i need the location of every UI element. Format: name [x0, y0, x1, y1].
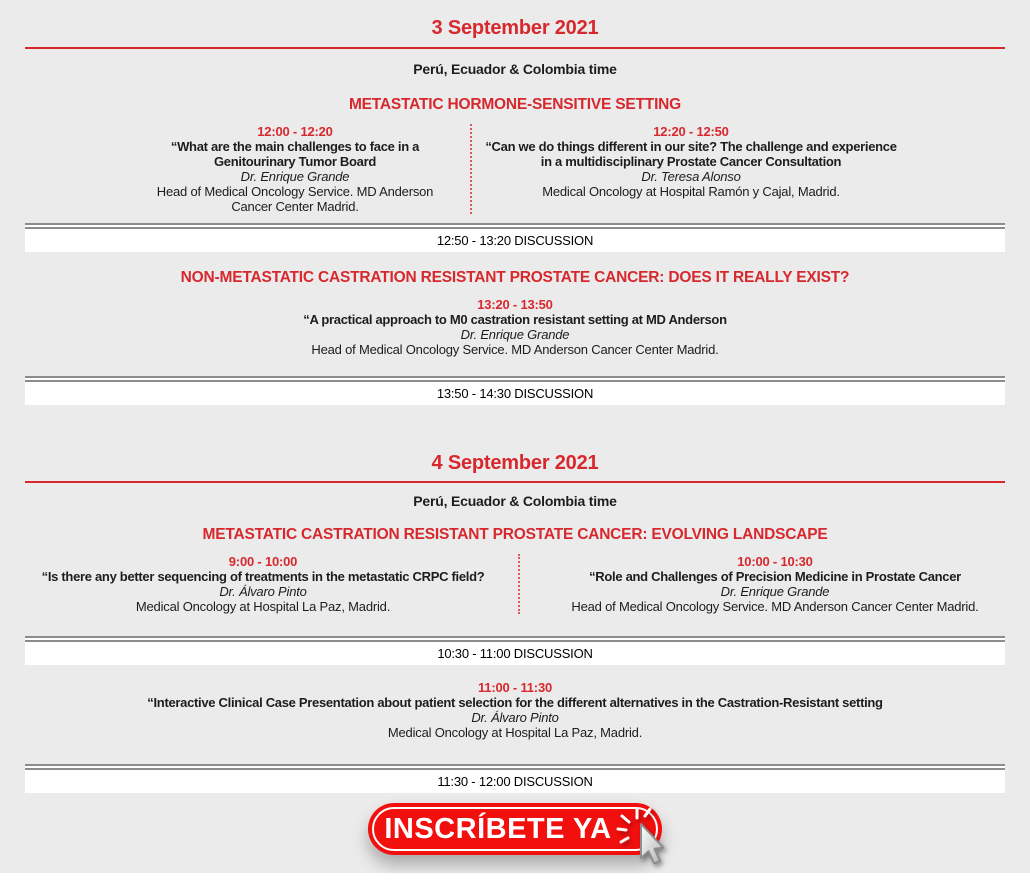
- session-affiliation: Head of Medical Oncology Service. MD Anderson Cancer Center Madrid.: [311, 342, 719, 357]
- session-card: [15, 297, 1015, 357]
- discussion-bar: 12:50 - 13:20 DISCUSSION: [25, 223, 1005, 252]
- session-time: 9:00 - 10:00: [228, 554, 298, 569]
- session-title: “Is there any better sequencing of treatments in the metastatic CRPC field?: [41, 569, 485, 584]
- session-affiliation: Head of Medical Oncology Service. MD Anderson Cancer Center Madrid.: [571, 599, 979, 614]
- session-speaker: Dr. Teresa Alonso: [641, 169, 741, 184]
- session-time: 10:00 - 10:30: [737, 554, 813, 569]
- day1-track2-heading: NON-METASTATIC CASTRATION RESISTANT PROSTATE CANCER: DOES IT REALLY EXIST?: [180, 269, 850, 286]
- session-affiliation: Medical Oncology at Hospital La Paz, Madrid.: [135, 599, 391, 614]
- day2-session-row: [0, 554, 1030, 614]
- day2-timezone: Perú, Ecuador & Colombia time: [413, 493, 617, 509]
- session-time: 13:20 - 13:50: [477, 297, 553, 312]
- session-title: “Can we do things different in our site? The challenge and experience in a multidisciplinary Prostate Cancer Consultation: [485, 139, 897, 169]
- day1-track1-heading: METASTATIC HORMONE-SENSITIVE SETTING: [348, 96, 682, 113]
- inscribete-button[interactable]: [368, 803, 662, 855]
- day2-track1-heading: METASTATIC CASTRATION RESISTANT PROSTATE CANCER: EVOLVING LANDSCAPE: [202, 526, 828, 543]
- session-card: [15, 680, 1015, 740]
- session-card: [0, 124, 470, 214]
- session-speaker: Dr. Enrique Grande: [240, 169, 350, 184]
- discussion-bar: 13:50 - 14:30 DISCUSSION: [25, 376, 1005, 405]
- session-card: [470, 124, 910, 214]
- session-card: [0, 554, 518, 614]
- session-time: 12:20 - 12:50: [653, 124, 729, 139]
- day1-date-title: 3 September 2021: [431, 17, 599, 39]
- day1-timezone: Perú, Ecuador & Colombia time: [413, 61, 617, 77]
- session-title: “A practical approach to M0 castration resistant setting at MD Anderson: [303, 312, 727, 327]
- session-title: “Interactive Clinical Case Presentation about patient selection for the different alternatives in the Castration-Resistant setting: [147, 695, 883, 710]
- day2-date-rule: [25, 481, 1005, 483]
- discussion-bar: 10:30 - 11:00 DISCUSSION: [25, 636, 1005, 665]
- session-speaker: Dr. Álvaro Pinto: [219, 584, 307, 599]
- bottom-white-strip: [0, 873, 1030, 880]
- session-affiliation: Medical Oncology at Hospital La Paz, Madrid.: [387, 725, 643, 740]
- session-title: “Role and Challenges of Precision Medicine in Prostate Cancer: [589, 569, 961, 584]
- session-speaker: Dr. Álvaro Pinto: [471, 710, 559, 725]
- session-affiliation: Head of Medical Oncology Service. MD Anderson Cancer Center Madrid.: [156, 184, 434, 214]
- session-affiliation: Medical Oncology at Hospital Ramón y Cajal, Madrid.: [542, 184, 840, 199]
- day1-session-row: [0, 124, 1030, 214]
- session-card: [518, 554, 1030, 614]
- session-title: “What are the main challenges to face in a Genitourinary Tumor Board: [170, 139, 420, 169]
- session-speaker: Dr. Enrique Grande: [460, 327, 570, 342]
- cta-container: [0, 803, 1030, 855]
- cursor-arrow: [641, 824, 664, 864]
- day2-date-title: 4 September 2021: [431, 452, 599, 474]
- session-speaker: Dr. Enrique Grande: [720, 584, 830, 599]
- cta-label: INSCRÍBETE YA: [384, 812, 612, 845]
- discussion-bar: 11:30 - 12:00 DISCUSSION: [25, 764, 1005, 793]
- day1-date-rule: [25, 47, 1005, 49]
- click-cursor-icon: [616, 806, 678, 872]
- session-time: 11:00 - 11:30: [477, 680, 553, 695]
- session-time: 12:00 - 12:20: [257, 124, 333, 139]
